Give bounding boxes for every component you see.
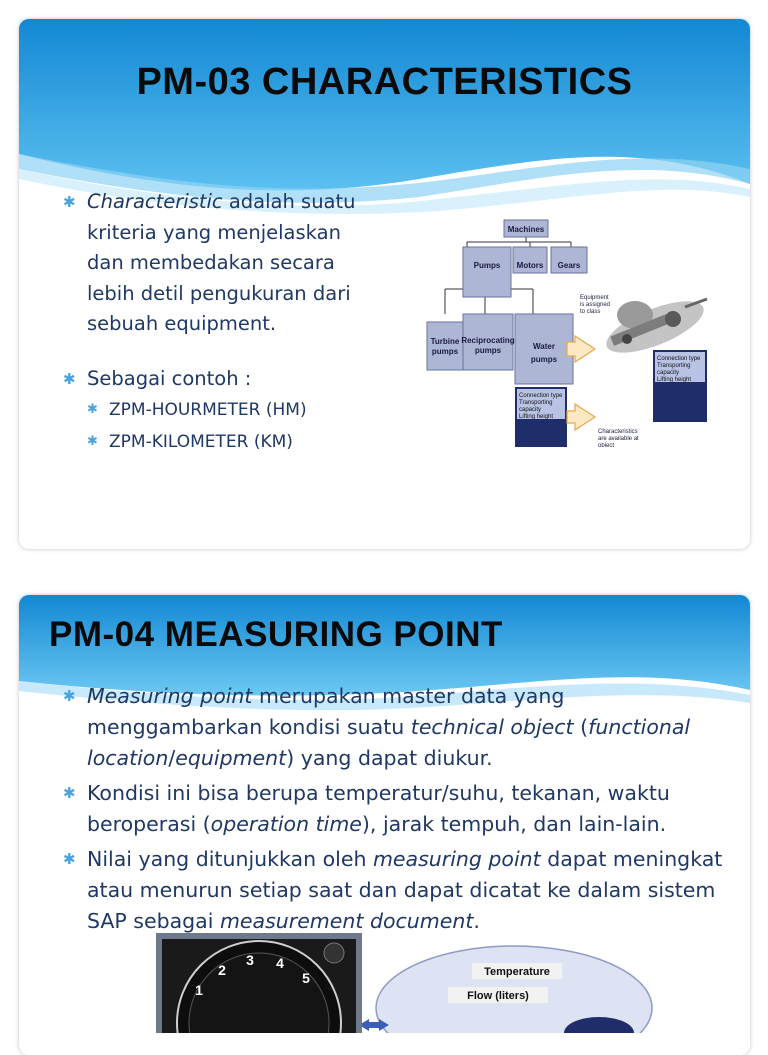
obj-char-list-2: Transporting (657, 363, 691, 369)
measuring-point-diagram (134, 933, 654, 1033)
temperature-label: Temperature (484, 966, 550, 978)
bullet-text: adalah suatu kriteria yang menjelaskan dan membedakan secara lebih detil pengukuran dari sebuah equipment. (87, 190, 356, 335)
term-measuring-point: measuring point (372, 847, 541, 871)
term-operation-time: operation time (210, 812, 362, 836)
bullet-example (63, 364, 363, 395)
term-functional-location: functional location (87, 715, 691, 770)
reciprocating-label-1: Reciprocating (461, 336, 515, 345)
bullet-text: Nilai yang ditunjukkan oleh (87, 847, 373, 871)
term-measuring-point: Measuring point (87, 684, 253, 708)
term-equipment: equipment (175, 746, 287, 770)
gauge-num-3: 3 (246, 952, 254, 968)
bullet-text: merupakan master data yang menggambarkan kondisi suatu (87, 684, 565, 739)
bullet-text: ( (573, 715, 589, 739)
asterisk-bullet-icon: ✱ (63, 369, 76, 388)
slide-pm03 (19, 19, 750, 549)
bullet-list (63, 681, 733, 941)
machines-label: Machines (507, 225, 545, 234)
asterisk-bullet-icon: ✱ (87, 402, 98, 417)
bullet-text: Sebagai contoh : (87, 366, 252, 390)
available-label-3: object (598, 443, 615, 447)
class-hierarchy-diagram (405, 207, 715, 447)
obj-char-list-1: Connection type (657, 356, 701, 362)
char-list-4: Lifting height (519, 414, 554, 420)
water-label-2: pumps (530, 355, 558, 364)
bullet-text: / (168, 746, 176, 770)
bullet-text: ), jarak tempuh, dan lain-lain. (361, 812, 667, 836)
slide-title: PM-03 CHARACTERISTICS (136, 61, 633, 103)
asterisk-bullet-icon: ✱ (63, 850, 76, 868)
flow-label: Flow (liters) (467, 990, 529, 1002)
bullet-text: dapat meningkat atau menurun setiap saat dan dapat dicatat ke dalam sistem SAP sebagai (87, 847, 723, 933)
turbine-label-1: Turbine (430, 337, 460, 346)
water-label-1: Water (533, 342, 555, 351)
slide-pm04 (19, 595, 750, 1055)
right-arrow-icon (567, 404, 595, 430)
sub-bullet-text: ZPM-HOURMETER (HM) (109, 400, 307, 420)
asterisk-bullet-icon: ✱ (63, 193, 76, 211)
char-list-1: Connection type (519, 393, 563, 399)
bullet-condition (63, 778, 733, 840)
bullet-list (63, 187, 363, 458)
sub-bullet-hourmeter (87, 394, 363, 426)
gauge-num-5: 5 (302, 970, 310, 986)
assigned-label-1: Equipment (580, 295, 609, 301)
bullet-characteristic (63, 187, 363, 340)
available-label-1: Characteristics (598, 429, 638, 435)
gauge-illustration (156, 933, 362, 1033)
pumps-label: Pumps (473, 261, 501, 270)
bullet-text: ) yang dapat diukur. (286, 746, 493, 770)
bullet-text: Kondisi ini bisa berupa temperatur/suhu, tekanan, waktu beroperasi ( (87, 781, 670, 836)
asterisk-bullet-icon: ✱ (63, 687, 76, 705)
term-technical-object: technical object (410, 715, 574, 739)
bullet-text: . (473, 909, 480, 933)
turbine-label-2: pumps (431, 347, 459, 356)
bullet-measuring-point (63, 681, 733, 774)
assigned-label-3: to class (580, 309, 601, 315)
obj-char-list-4: Lifting height (657, 377, 692, 383)
gauge-num-1: 1 (195, 982, 203, 998)
term-measurement-document: measurement document (219, 909, 474, 933)
reciprocating-label-2: pumps (474, 346, 502, 355)
motors-label: Motors (516, 261, 544, 270)
char-list-3: capacity (519, 407, 542, 413)
slide-title: PM-04 MEASURING POINT (49, 615, 503, 654)
asterisk-bullet-icon: ✱ (87, 434, 98, 449)
gears-label: Gears (557, 261, 581, 270)
char-list-2: Transporting (519, 400, 553, 406)
gauge-num-2: 2 (218, 962, 226, 978)
asterisk-bullet-icon: ✱ (63, 784, 76, 802)
gauge-num-4: 4 (276, 955, 284, 971)
bullet-value (63, 844, 733, 937)
assigned-label-2: is assigned (580, 302, 611, 308)
term-characteristic: Characteristic (87, 190, 223, 213)
available-label-2: are available at (598, 436, 639, 442)
obj-char-list-3: capacity (657, 370, 680, 376)
pumps-box (463, 247, 511, 297)
sub-bullet-kilometer (87, 426, 363, 458)
sub-bullet-text: ZPM-KILOMETER (KM) (109, 432, 293, 452)
